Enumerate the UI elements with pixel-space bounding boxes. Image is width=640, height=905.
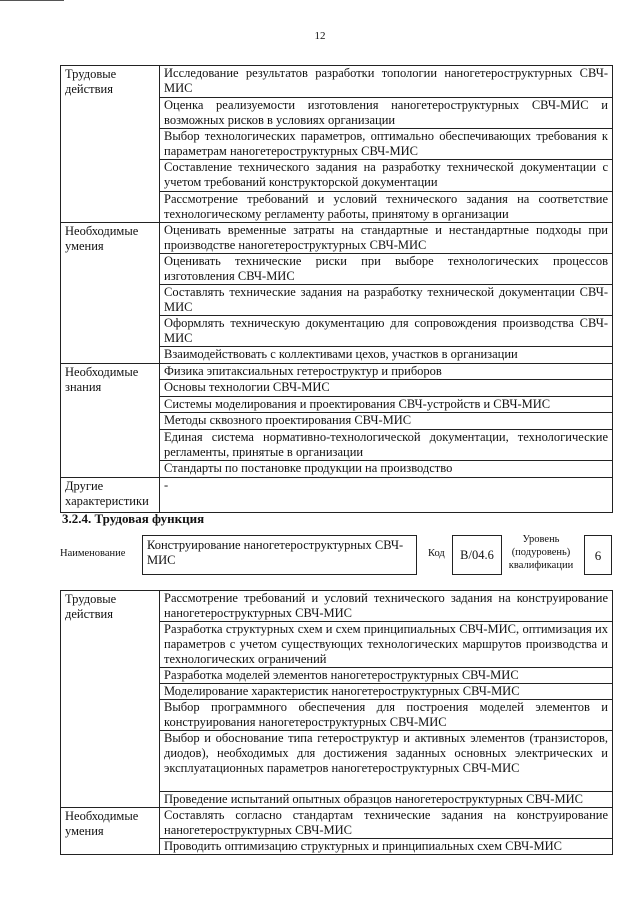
name-label: Наименование [60,548,126,559]
table-cell: Рассмотрение требований и условий технического задания на соответствие технологическому регламенту работы, принятому в организации [160,192,613,223]
row-label: Необходимые умения [61,808,160,855]
page-number: 12 [314,30,326,42]
table-cell: Выбор технологических параметров, оптимально обеспечивающих требования к параметрам наногетероструктурных СВЧ-МИС [160,129,613,160]
table-cell: Стандарты по постановке продукции на производство [160,461,613,478]
function-header [60,533,612,577]
row-label: Трудовые действия [61,591,160,808]
table-row [61,808,613,839]
table-cell: Исследование результатов разработки топологии наногетероструктурных СВЧ-МИС [160,66,613,98]
table-cell: Разработка моделей элементов наногетероструктурных СВЧ-МИС [160,668,613,684]
table-cell: Моделирование характеристик наногетероструктурных СВЧ-МИС [160,684,613,700]
row-label: Необходимые умения [61,223,160,364]
table-cell: Оценка реализуемости изготовления наногетероструктурных СВЧ-МИС и возможных рисков в условиях организации [160,98,613,129]
level-label: Уровень (подуровень) квалификации [508,534,574,571]
table-row [61,364,613,380]
requirements-table-1 [60,65,613,513]
table-cell: Оценивать технические риски при выборе технологических процессов изготовления СВЧ-МИС [160,254,613,285]
row-label: Трудовые действия [61,66,160,223]
table-cell: Выбор и обоснование типа гетероструктур и активных элементов (транзисторов, диодов), необходимых для достижения заданных основных электрических и эксплуатационных параметров наногетероструктурных СВЧ-МИС [160,731,613,792]
table-cell: Физика эпитаксиальных гетероструктур и приборов [160,364,613,380]
table-cell: Составлять технические задания на разработку технической документации СВЧ-МИС [160,285,613,316]
table-row [61,223,613,254]
requirements-table-2 [60,590,613,855]
table-cell: Разработка структурных схем и схем принципиальных СВЧ-МИС, оптимизация их параметров с учетом существующих технологических маршрутов производства и технологических ограничений [160,622,613,668]
top-rule [0,0,64,1]
table-cell: Проведение испытаний опытных образцов наногетероструктурных СВЧ-МИС [160,792,613,808]
section-heading: 3.2.4. Трудовая функция [62,511,205,526]
row-label: Необходимые знания [61,364,160,478]
table-cell: Оценивать временные затраты на стандартные и нестандартные подходы при производстве наногетероструктурных СВЧ-МИС [160,223,613,254]
table-cell: - [160,478,613,513]
code-value: B/04.6 [452,535,502,575]
function-name-value: Конструирование наногетероструктурных СВЧ-МИС [142,535,417,575]
table-cell: Методы сквозного проектирования СВЧ-МИС [160,413,613,430]
table-cell: Рассмотрение требований и условий технического задания на конструирование наногетероструктурных СВЧ-МИС [160,591,613,622]
table-row [61,66,613,98]
table-row [61,478,613,513]
table-cell: Единая система нормативно-технологической документации, технологические регламенты, принятые в организации [160,430,613,461]
table-cell: Проводить оптимизацию структурных и принципиальных схем СВЧ-МИС [160,839,613,855]
table-cell: Основы технологии СВЧ-МИС [160,380,613,397]
table-row [61,591,613,622]
code-label: Код [428,548,445,559]
table-cell: Выбор программного обеспечения для построения моделей элементов и конструирования наногетероструктурных СВЧ-МИС [160,700,613,731]
table-cell: Взаимодействовать с коллективами цехов, участков в организации [160,347,613,364]
table-cell: Оформлять техническую документацию для сопровождения производства СВЧ-МИС [160,316,613,347]
table-cell: Составлять согласно стандартам технические задания на конструирование наногетероструктурных СВЧ-МИС [160,808,613,839]
level-value: 6 [584,535,612,575]
table-cell: Системы моделирования и проектирования СВЧ-устройств и СВЧ-МИС [160,397,613,413]
row-label: Другие характеристики [61,478,160,513]
table-cell: Составление технического задания на разработку технической документации с учетом требований конструкторской документации [160,160,613,192]
